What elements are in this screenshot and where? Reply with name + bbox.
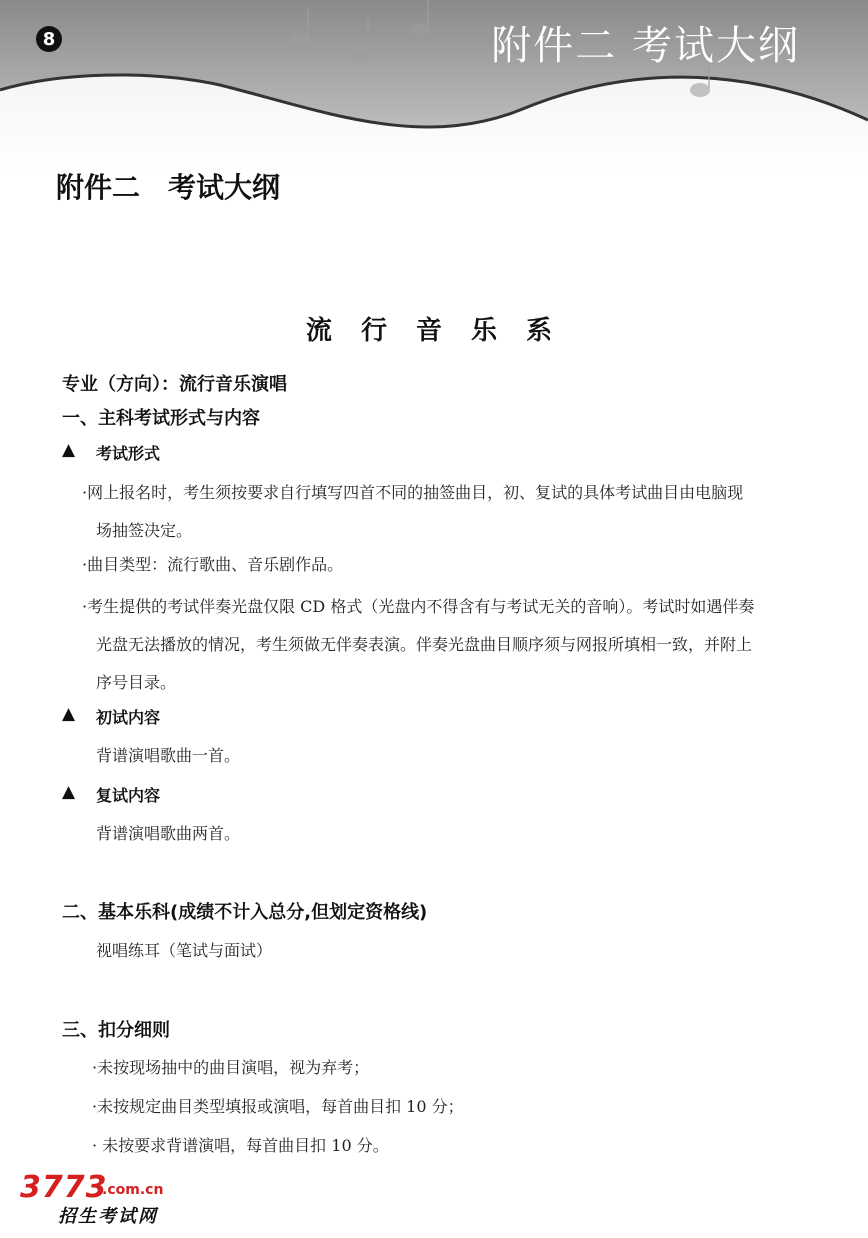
logo-name: 招生考试网 [58,1206,158,1227]
deduction-item: ·未按规定曲目类型填报或演唱，每首曲目扣 10 分； [92,1097,464,1116]
major-heading: 专业（方向）：流行音乐演唱 [62,374,287,395]
exam-form-label: 考试形式 [96,444,161,463]
triangle-icon: ▲ [62,782,76,802]
logo-number: 3773 [20,1170,108,1205]
triangle-icon: ▲ [62,440,76,460]
page-number-badge: 8 [36,26,62,52]
prelim-label: 初试内容 [96,708,161,727]
prelim-text: 背谱演唱歌曲一首。 [96,746,241,765]
triangle-icon: ▲ [62,704,76,724]
exam-form-bullet-1: ·网上报名时，考生须按要求自行填写四首不同的抽签曲目，初、复试的具体考试曲目由电脑现 场抽签决定。 [82,483,744,540]
page-title: 附件二 考试大纲 [56,171,281,204]
exam-form-bullet-2: ·曲目类型：流行歌曲、音乐剧作品。 [82,555,344,574]
section3-heading: 三、扣分细则 [62,1020,170,1041]
logo-domain: .com.cn [102,1182,164,1198]
header-banner-title: 附件二 考试大纲 [491,23,800,69]
deduction-item: ·未按现场抽中的曲目演唱，视为弃考； [92,1058,370,1077]
retest-text: 背谱演唱歌曲两首。 [96,824,241,843]
retest-label: 复试内容 [96,786,161,805]
deduction-item: · 未按要求背谱演唱，每首曲目扣 10 分。 [92,1136,389,1155]
section2-text: 视唱练耳（笔试与面试） [96,941,273,960]
section2-heading: 二、基本乐科(成绩不计入总分,但划定资格线) [62,902,428,923]
section1-heading: 一、主科考试形式与内容 [62,408,260,429]
site-watermark-logo [20,1170,180,1230]
page-header [0,0,868,175]
department-title: 流 行 音 乐 系 [305,316,563,346]
exam-form-bullet-3: ·考生提供的考试伴奏光盘仅限 CD 格式（光盘内不得含有与考试无关的音响）。考试时如遇伴奏 光盘无法播放的情况，考生须做无伴奏表演。伴奏光盘曲目顺序须与网报所填相一致，并附上 序号目录。 [82,597,755,692]
